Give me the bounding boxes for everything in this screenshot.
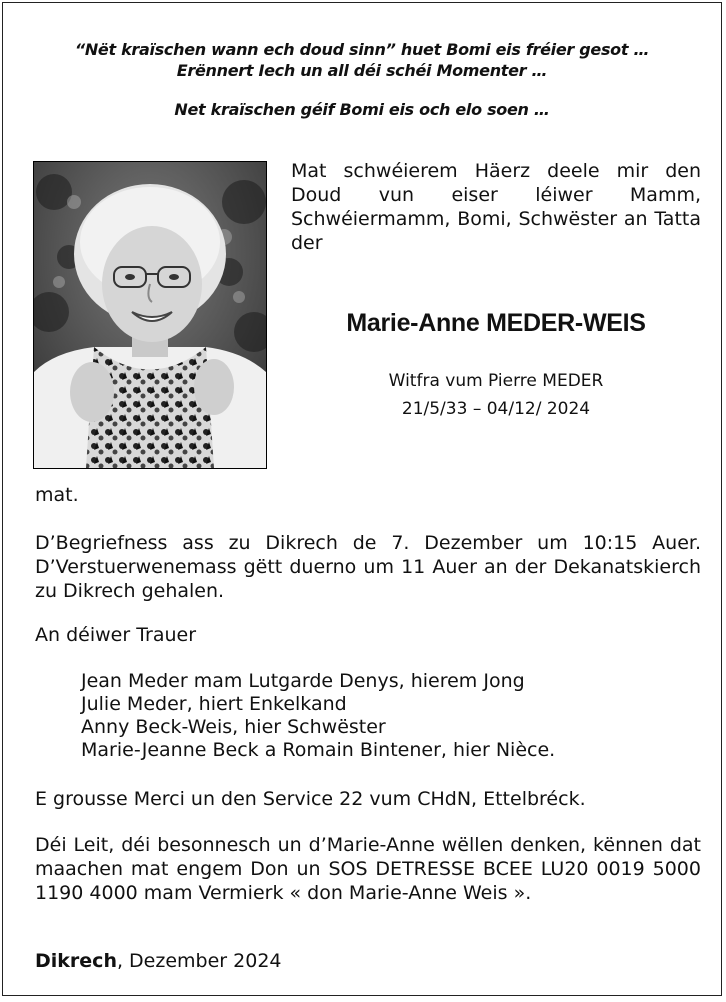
thanks-text: E grousse Merci un den Service 22 vum CHdN, Ettelbréck. xyxy=(35,788,586,810)
life-dates: 21/5/33 – 04/12/ 2024 xyxy=(401,399,591,419)
deceased-name: Marie-Anne MEDER-WEIS xyxy=(346,309,646,337)
obituary-notice xyxy=(2,2,722,996)
family-list xyxy=(81,670,681,762)
footer xyxy=(35,949,701,973)
intro-text: Mat schwéierem Häerz deele mir den Doud vun eiser léiwer Mamm, Schwéiermamm, Bomi, Schwëster an Tatta der xyxy=(291,160,701,254)
continuation-text: mat. xyxy=(35,484,79,506)
quote-line-1: “Nët kraïschen wann ech doud sinn” huet Bomi eis fréier gesot … xyxy=(74,40,650,59)
family-member: Anny Beck-Weis, hier Schwëster xyxy=(81,716,386,738)
footer-date: , Dezember 2024 xyxy=(116,950,282,972)
donation-text: Déi Leit, déi besonnesch un d’Marie-Anne wëllen denken, kënnen dat maachen mat engem Don un SOS DETRESSE BCEE LU20 0019 5000 1190 4000 mam Vermierk « don Marie-Anne Weis ». xyxy=(35,834,701,904)
family-member: Marie-Jeanne Beck a Romain Bintener, hier Nièce. xyxy=(81,739,556,761)
quote-line-2: Erënnert Iech un all déi schéi Momenter … xyxy=(176,61,548,80)
quote-line-3: Net kraïschen géif Bomi eis och elo soen … xyxy=(174,100,550,119)
family-member: Julie Meder, hiert Enkelkand xyxy=(81,693,347,715)
family-member: Jean Meder mam Lutgarde Denys, hierem Jong xyxy=(81,670,525,692)
widow-of: Witfra vum Pierre MEDER xyxy=(388,371,604,391)
portrait-photo xyxy=(33,161,267,469)
funeral-details: D’Begriefness ass zu Dikrech de 7. Dezember um 10:15 Auer. D’Verstuerwenemass gëtt duerno um 11 Auer an der Dekanatskierch zu Dikrech gehalen. xyxy=(35,532,701,602)
mourning-heading: An déiwer Trauer xyxy=(35,624,196,646)
footer-place: Dikrech xyxy=(35,950,117,972)
